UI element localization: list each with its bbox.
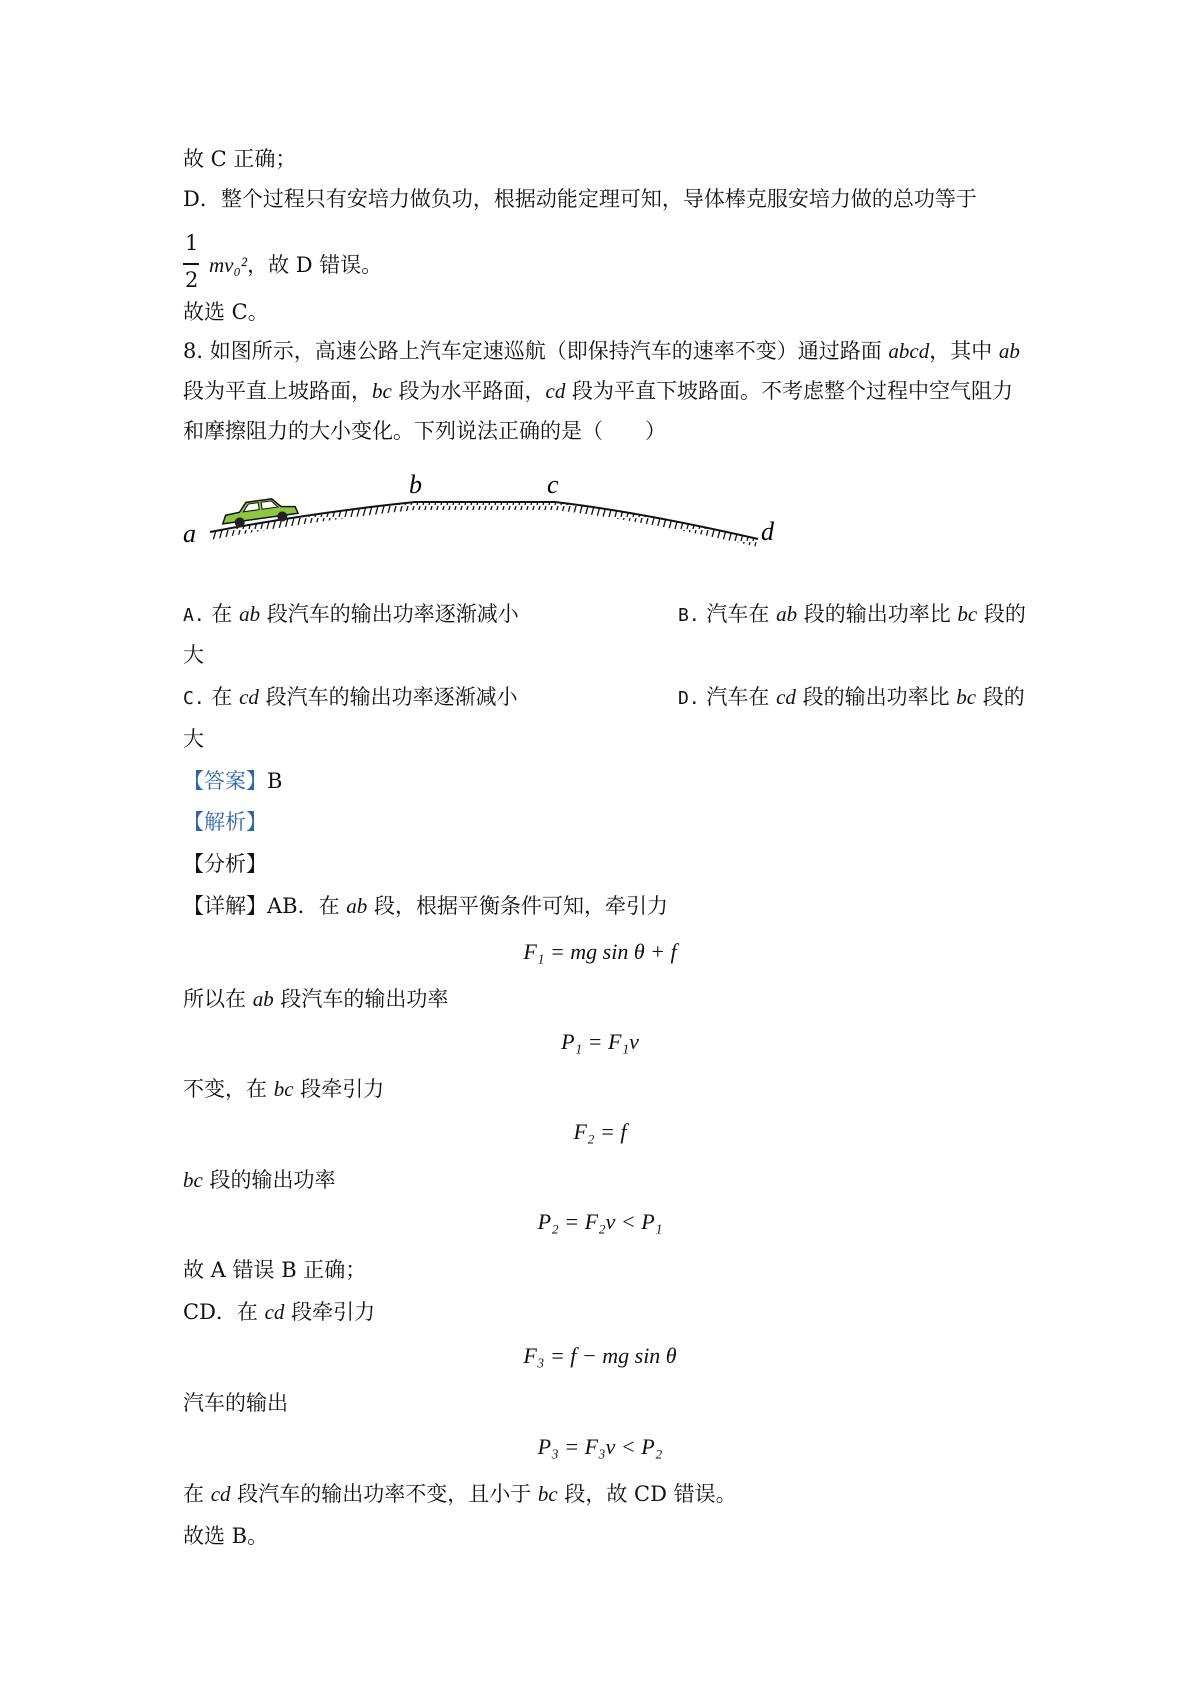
q-var: abcd: [888, 339, 930, 363]
q-text: ，其中: [929, 339, 999, 363]
option-d[interactable]: [678, 683, 1025, 713]
option-var: bc: [957, 602, 978, 626]
solution-var: bc: [273, 1077, 294, 1101]
option-var: cd: [776, 685, 796, 709]
option-var: cd: [239, 685, 259, 709]
analysis-tag: 【解析】: [183, 810, 267, 834]
option-var: bc: [956, 685, 977, 709]
solution-line: [183, 1480, 737, 1508]
solution-text: 段汽车的输出功率不变，且小于: [230, 1482, 538, 1506]
option-var: ab: [239, 602, 261, 626]
q-text: 8. 如图所示，高速公路上汽车定速巡航（即保持汽车的速率不变）通过路面: [183, 339, 889, 363]
equation-4: P₂ = F₂v < P₁: [537, 1209, 663, 1234]
q-text: 段为平直上坡路面，: [183, 379, 372, 403]
solution-text: 段牵引力: [284, 1300, 376, 1324]
option-a[interactable]: [183, 600, 519, 630]
option-c[interactable]: [183, 683, 518, 713]
solution-var: cd: [210, 1482, 231, 1506]
solution-text: CD．在: [183, 1300, 265, 1324]
solution-text: 所以在: [183, 987, 253, 1011]
detail-line: [183, 892, 668, 920]
solution-var: cd: [264, 1300, 285, 1324]
solution-text: 段，故 CD 错误。: [557, 1482, 737, 1506]
option-label: A.: [183, 605, 205, 626]
solution-text: 不变，在: [183, 1077, 274, 1101]
option-label: B.: [678, 605, 700, 626]
option-label: D.: [678, 688, 700, 709]
q-var: ab: [998, 339, 1020, 363]
option-b[interactable]: [678, 600, 1026, 630]
option-b-wrap: 大: [183, 643, 204, 667]
solution-text: 段牵引力: [293, 1077, 385, 1101]
q-var: bc: [372, 379, 392, 403]
solution-text: 段汽车的输出功率: [273, 987, 449, 1011]
solution-line: 故选 B。: [183, 1524, 269, 1548]
label-d: d: [761, 517, 774, 546]
solution-text: 在: [183, 1482, 211, 1506]
question-line-2: [183, 377, 1013, 405]
fraction-bar: [183, 263, 199, 265]
solution-line: 汽车的输出: [183, 1391, 288, 1415]
text-tail: ，故 D 错误。: [247, 253, 383, 277]
question-line-1: [183, 337, 1020, 365]
option-text: 段汽车的输出功率逐渐减小: [258, 685, 518, 709]
text-line: D．整个过程只有安培力做负功，根据动能定理可知，导体棒克服安培力做的总功等于: [183, 187, 977, 211]
equation-1: F₁ = mg sin θ + f: [523, 939, 677, 964]
equation-5: F₃ = f − mg sin θ: [523, 1343, 677, 1368]
q-var: cd: [545, 379, 566, 403]
equation-6: P₃ = F₃v < P₂: [537, 1434, 663, 1459]
answer-line: [183, 767, 282, 795]
question-line-3: 和摩擦阻力的大小变化。下列说法正确的是（ ）: [183, 419, 666, 443]
option-text: 在: [211, 685, 240, 709]
solution-line: [183, 985, 448, 1013]
answer-tag: 【答案】: [183, 769, 267, 793]
mv-term: mv₀²: [209, 253, 248, 277]
detail-text: 段，根据平衡条件可知，牵引力: [367, 894, 668, 918]
text-line: 故 C 正确；: [183, 147, 297, 171]
solution-line: [183, 1075, 384, 1103]
q-text: 段为平直下坡路面。不考虑整个过程中空气阻力: [565, 379, 1014, 403]
option-text: 段的: [976, 685, 1025, 709]
label-b: b: [409, 470, 422, 499]
option-text: 在: [211, 602, 240, 626]
option-label: C.: [183, 688, 205, 709]
equation-3: F₂ = f: [573, 1119, 627, 1144]
solution-var: bc: [183, 1168, 203, 1192]
detail-text: AB．在: [267, 894, 347, 918]
option-text: 段的输出功率比: [797, 602, 958, 626]
solution-var: ab: [252, 987, 274, 1011]
option-text: 汽车在: [706, 685, 777, 709]
option-text: 汽车在: [706, 602, 777, 626]
option-d-wrap: 大: [183, 727, 204, 751]
option-text: 段的输出功率比: [795, 685, 957, 709]
road-diagram: [180, 470, 780, 560]
text-line: 故选 C。: [183, 300, 269, 324]
fenxi-tag: 【分析】: [183, 852, 267, 876]
answer-value: B: [267, 769, 283, 793]
solution-text: 段的输出功率: [202, 1168, 336, 1192]
fraction-denominator: 2: [185, 268, 199, 292]
label-a: a: [183, 519, 196, 548]
fraction-tail: [209, 249, 382, 279]
solution-var: bc: [537, 1482, 558, 1506]
option-text: 段的: [977, 602, 1026, 626]
option-var: ab: [776, 602, 798, 626]
detail-tag: 【详解】: [183, 894, 267, 918]
solution-line: [183, 1166, 336, 1194]
fraction-numerator: 1: [185, 231, 199, 255]
label-c: c: [547, 470, 559, 499]
equation-2: P₁ = F₁v: [561, 1029, 639, 1054]
solution-line: 故 A 错误 B 正确；: [183, 1258, 367, 1282]
solution-line: [183, 1298, 375, 1326]
detail-var: ab: [346, 894, 368, 918]
q-text: 段为水平路面，: [391, 379, 546, 403]
option-text: 段汽车的输出功率逐渐减小: [260, 602, 519, 626]
